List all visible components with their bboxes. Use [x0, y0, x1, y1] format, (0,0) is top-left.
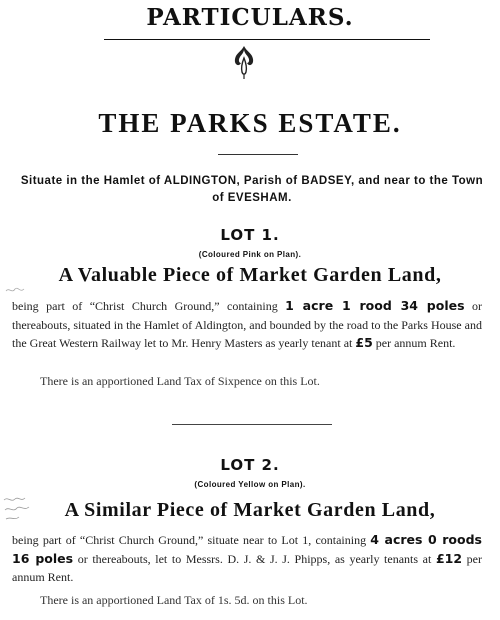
lot-2-tax: There is an apportioned Land Tax of 1s. 5d. on this Lot.	[40, 593, 308, 607]
lot-1-rent: £5	[355, 335, 373, 350]
lot-1-area: 1 acre 1 rood 34 poles	[285, 298, 465, 313]
lot-2-area: 4 acres 0 roods 16 poles	[12, 532, 482, 566]
lot-2-desc-middle: or thereabouts, let to Messrs. D. J. & J. J. Phipps, as yearly tenants at	[73, 551, 436, 566]
page-heading: PARTICULARS.	[146, 4, 354, 31]
margin-handwriting-mark	[4, 284, 26, 296]
lot-2-description	[12, 531, 482, 587]
lot-1-tax: There is an apportioned Land Tax of Sixpence on this Lot.	[40, 374, 320, 388]
lot-2-desc-end: per annum Rent.	[12, 551, 482, 584]
margin-handwriting-mark	[2, 494, 36, 524]
title-rule	[218, 154, 298, 155]
lot-2-rent: £12	[435, 550, 463, 566]
lot-1-desc-end: per annum Rent.	[372, 336, 456, 350]
section-divider	[172, 424, 332, 425]
lot-2-desc-start: being part of “Christ Church Ground,” situate near to Lot 1, containing	[12, 533, 371, 547]
situation-text: Situate in the Hamlet of ALDINGTON, Parish of BADSEY, and near to the Town of EVESHAM.	[20, 175, 484, 204]
lot-2-note: (Coloured Yellow on Plan).	[194, 480, 306, 489]
lot-1-note: (Coloured Pink on Plan).	[198, 250, 302, 259]
heading-rule	[104, 39, 430, 40]
lot-2-title: LOT 2.	[220, 456, 280, 474]
lot-1-desc-start: being part of “Christ Church Ground,” containing	[12, 299, 286, 313]
lot-1-desc-middle: or thereabouts, situated in the Hamlet of Aldington, and bounded by the road to the Parks House and the Great Western Railway let to Mr. Henry Masters as yearly tenant at	[12, 299, 483, 350]
lot-2-headline: A Similar Piece of Market Garden Land,	[64, 499, 436, 521]
lot-1-headline: A Valuable Piece of Market Garden Land,	[58, 264, 442, 286]
lot-1-description	[12, 297, 482, 353]
lot-1-title: LOT 1.	[220, 226, 280, 244]
estate-title: THE PARKS ESTATE.	[98, 108, 402, 138]
fleuron-ornament-icon	[229, 44, 259, 80]
